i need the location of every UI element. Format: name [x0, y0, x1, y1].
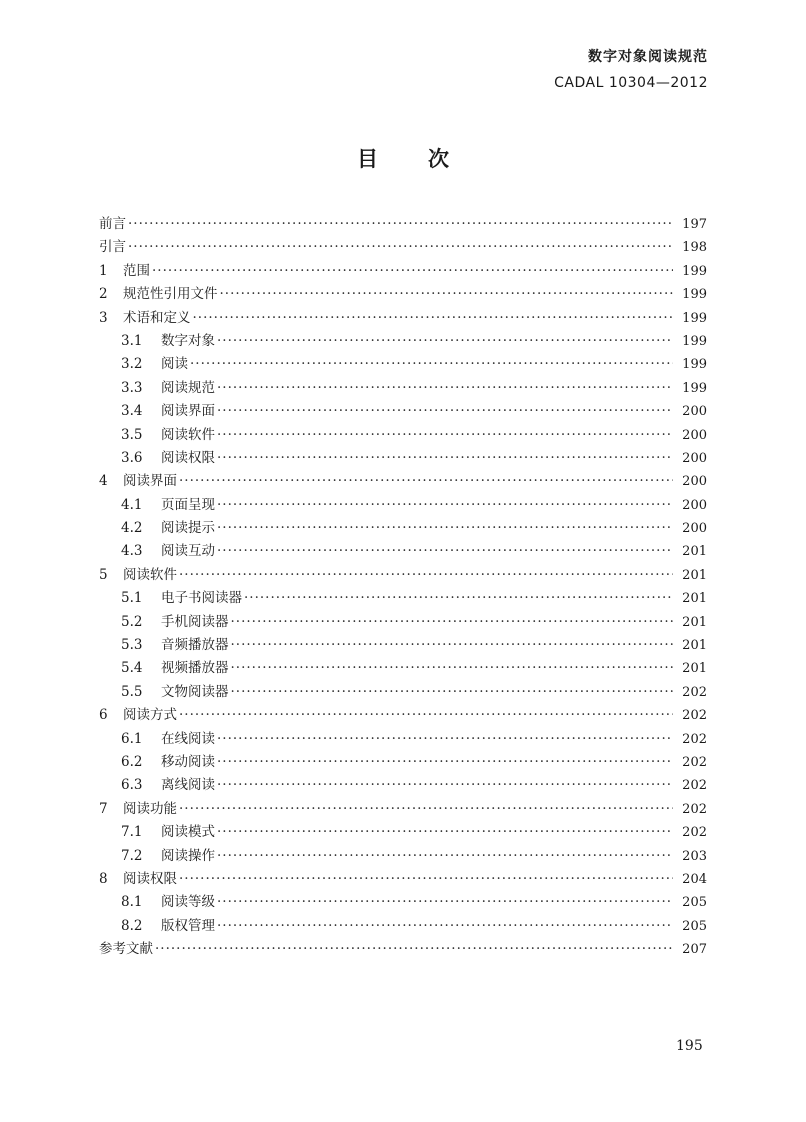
page-title-part1: 目 — [357, 147, 378, 171]
toc-entry-page: 200 — [682, 427, 707, 443]
toc-entry-title: 版权管理 — [161, 917, 215, 934]
toc-dot-leader — [217, 400, 673, 423]
toc-entry[interactable] — [99, 798, 707, 821]
toc-entry-page: 197 — [682, 217, 707, 232]
toc-entry-page: 200 — [682, 521, 707, 537]
toc-entry-title: 参考文献 — [99, 941, 153, 958]
toc-entry[interactable] — [99, 891, 707, 914]
toc-dot-leader — [179, 868, 673, 891]
toc-dot-leader — [217, 540, 673, 563]
toc-entry-number: 3.1 — [121, 332, 143, 349]
toc-dot-leader — [128, 236, 673, 259]
toc-entry[interactable] — [99, 517, 707, 540]
toc-dot-leader — [179, 470, 673, 493]
toc-entry-title: 阅读方式 — [123, 707, 177, 724]
toc-entry-page: 199 — [682, 333, 707, 349]
toc-entry[interactable] — [99, 307, 707, 330]
toc-dot-leader — [217, 494, 673, 517]
toc-entry-title: 阅读软件 — [123, 566, 177, 583]
document-code: CADAL 10304—2012 — [554, 75, 708, 91]
toc-entry-page: 202 — [682, 708, 707, 724]
toc-entry-page: 205 — [682, 895, 707, 911]
toc-dot-leader — [217, 330, 673, 353]
toc-dot-leader — [231, 611, 674, 634]
toc-dot-leader — [179, 798, 673, 821]
toc-entry-number: 3.6 — [121, 449, 143, 466]
toc-entry-page: 201 — [682, 591, 707, 607]
toc-entry-page: 201 — [682, 544, 707, 560]
toc-entry-page: 201 — [682, 661, 707, 677]
toc-entry-number: 3.2 — [121, 356, 143, 373]
page-number: 195 — [676, 1038, 703, 1054]
toc-entry-page: 202 — [682, 778, 707, 794]
toc-entry[interactable] — [99, 564, 707, 587]
toc-entry-title: 阅读权限 — [123, 870, 177, 887]
toc-entry-number: 5.4 — [121, 660, 143, 677]
toc-entry[interactable] — [99, 377, 707, 400]
toc-entry[interactable] — [99, 260, 707, 283]
toc-entry[interactable] — [99, 424, 707, 447]
toc-entry-page: 199 — [682, 357, 707, 373]
toc-entry[interactable] — [99, 681, 707, 704]
toc-entry[interactable] — [99, 540, 707, 563]
toc-entry[interactable] — [99, 587, 707, 610]
toc-dot-leader — [217, 845, 673, 868]
toc-entry-number: 3.5 — [121, 426, 143, 443]
toc-entry[interactable] — [99, 330, 707, 353]
toc-entry-title: 文物阅读器 — [161, 683, 229, 700]
toc-entry-page: 202 — [682, 825, 707, 841]
toc-dot-leader — [217, 751, 673, 774]
toc-entry-title: 阅读操作 — [161, 847, 215, 864]
page-title — [0, 143, 806, 173]
toc-entry-number: 3.3 — [121, 379, 143, 396]
toc-entry-number: 6.2 — [121, 753, 143, 770]
toc-entry-number: 7.1 — [121, 824, 143, 841]
toc-entry[interactable] — [99, 236, 707, 259]
toc-entry-title: 阅读规范 — [161, 379, 215, 396]
toc-entry-page: 202 — [682, 754, 707, 770]
toc-entry-number: 4.2 — [121, 520, 143, 537]
toc-entry-title: 阅读软件 — [161, 426, 215, 443]
toc-entry-page: 200 — [682, 404, 707, 420]
toc-entry-page: 199 — [682, 263, 707, 279]
toc-entry-number: 5 — [99, 566, 108, 583]
toc-entry-title: 手机阅读器 — [161, 613, 229, 630]
toc-entry-page: 200 — [682, 497, 707, 513]
toc-dot-leader — [217, 377, 673, 400]
toc-entry-title: 阅读功能 — [123, 800, 177, 817]
toc-dot-leader — [231, 634, 674, 657]
document-title: 数字对象阅读规范 — [588, 49, 708, 65]
toc-entry[interactable] — [99, 213, 707, 236]
toc-entry-number: 6 — [99, 707, 108, 724]
page-title-part2: 次 — [428, 147, 449, 171]
toc-dot-leader — [152, 260, 673, 283]
toc-entry-number: 5.3 — [121, 637, 143, 654]
toc-entry[interactable] — [99, 704, 707, 727]
toc-entry-title: 前言 — [99, 216, 126, 232]
toc-entry-title: 音频播放器 — [161, 637, 229, 654]
toc-dot-leader — [244, 587, 673, 610]
toc-entry-page: 207 — [682, 942, 707, 958]
toc-entry[interactable] — [99, 470, 707, 493]
toc-entry-page: 202 — [682, 684, 707, 700]
toc-entry-number: 6.1 — [121, 730, 143, 747]
toc-entry[interactable] — [99, 494, 707, 517]
document-header — [554, 47, 708, 93]
toc-dot-leader — [217, 424, 673, 447]
toc-entry[interactable] — [99, 774, 707, 797]
toc-dot-leader — [128, 213, 673, 236]
toc-entry-page: 200 — [682, 474, 707, 490]
toc-entry-title: 规范性引用文件 — [123, 286, 218, 303]
toc-entry[interactable] — [99, 353, 707, 376]
toc-entry[interactable] — [99, 728, 707, 751]
toc-dot-leader — [155, 938, 673, 961]
toc-entry-number: 3.4 — [121, 403, 143, 420]
toc-entry-number: 7.2 — [121, 847, 143, 864]
toc-dot-leader — [217, 728, 673, 751]
toc-entry-page: 202 — [682, 731, 707, 747]
toc-entry-number: 7 — [99, 800, 108, 817]
toc-entry[interactable] — [99, 657, 707, 680]
toc-dot-leader — [217, 821, 673, 844]
toc-entry-title: 阅读 — [161, 356, 188, 373]
toc-entry-number: 6.3 — [121, 777, 143, 794]
toc-entry-page: 200 — [682, 450, 707, 466]
toc-entry-number: 5.1 — [121, 590, 143, 607]
toc-entry-number: 4 — [99, 473, 108, 490]
toc-entry-title: 阅读权限 — [161, 449, 215, 466]
toc-entry-title: 阅读模式 — [161, 824, 215, 841]
toc-entry-title: 阅读界面 — [123, 473, 177, 490]
toc-entry-number: 8.1 — [121, 894, 143, 911]
toc-dot-leader — [231, 681, 674, 704]
toc-dot-leader — [179, 704, 673, 727]
toc-dot-leader — [220, 283, 674, 306]
toc-dot-leader — [217, 447, 673, 470]
toc-entry-page: 199 — [682, 380, 707, 396]
toc-entry-number: 4.1 — [121, 496, 143, 513]
toc-entry[interactable] — [99, 751, 707, 774]
toc-entry[interactable] — [99, 283, 707, 306]
toc-entry-number: 5.2 — [121, 613, 143, 630]
toc-entry-number: 2 — [99, 286, 108, 303]
toc-entry-title: 引言 — [99, 239, 126, 256]
toc-entry-title: 范围 — [123, 262, 150, 279]
toc-entry-title: 移动阅读 — [161, 753, 215, 770]
toc-entry-page: 199 — [682, 287, 707, 303]
toc-entry-number: 8 — [99, 870, 108, 887]
toc-dot-leader — [179, 564, 673, 587]
toc-entry-number: 4.3 — [121, 543, 143, 560]
toc-dot-leader — [231, 657, 674, 680]
table-of-contents — [99, 213, 707, 962]
toc-entry[interactable] — [99, 845, 707, 868]
toc-dot-leader — [190, 353, 673, 376]
toc-entry-page: 201 — [682, 614, 707, 630]
toc-entry-title: 视频播放器 — [161, 660, 229, 677]
toc-entry-title: 阅读等级 — [161, 894, 215, 911]
toc-entry[interactable] — [99, 400, 707, 423]
toc-entry-page: 204 — [682, 871, 707, 887]
toc-dot-leader — [217, 915, 673, 938]
toc-entry-title: 电子书阅读器 — [161, 590, 242, 607]
toc-dot-leader — [193, 307, 674, 330]
toc-entry-title: 阅读界面 — [161, 403, 215, 420]
toc-entry-number: 8.2 — [121, 917, 143, 934]
toc-entry-number: 3 — [99, 309, 108, 326]
toc-entry-title: 阅读互动 — [161, 543, 215, 560]
toc-entry-title: 离线阅读 — [161, 777, 215, 794]
toc-entry-number: 1 — [99, 262, 108, 279]
toc-entry-title: 页面呈现 — [161, 496, 215, 513]
toc-entry[interactable] — [99, 821, 707, 844]
toc-dot-leader — [217, 517, 673, 540]
toc-entry[interactable] — [99, 868, 707, 891]
toc-entry-title: 阅读提示 — [161, 520, 215, 537]
toc-entry-number: 5.5 — [121, 683, 143, 700]
toc-entry[interactable] — [99, 634, 707, 657]
toc-entry-page: 199 — [682, 310, 707, 326]
toc-entry-title: 数字对象 — [161, 332, 215, 349]
toc-entry-page: 201 — [682, 638, 707, 654]
toc-entry[interactable] — [99, 915, 707, 938]
toc-dot-leader — [217, 774, 673, 797]
toc-entry[interactable] — [99, 447, 707, 470]
toc-entry-page: 198 — [682, 240, 707, 256]
toc-entry-page: 203 — [682, 848, 707, 864]
toc-entry[interactable] — [99, 611, 707, 634]
toc-entry-page: 205 — [682, 918, 707, 934]
toc-entry-page: 202 — [682, 801, 707, 817]
toc-entry-title: 术语和定义 — [123, 309, 191, 326]
toc-entry-page: 201 — [682, 567, 707, 583]
toc-dot-leader — [217, 891, 673, 914]
toc-entry-title: 在线阅读 — [161, 730, 215, 747]
toc-entry[interactable] — [99, 938, 707, 961]
